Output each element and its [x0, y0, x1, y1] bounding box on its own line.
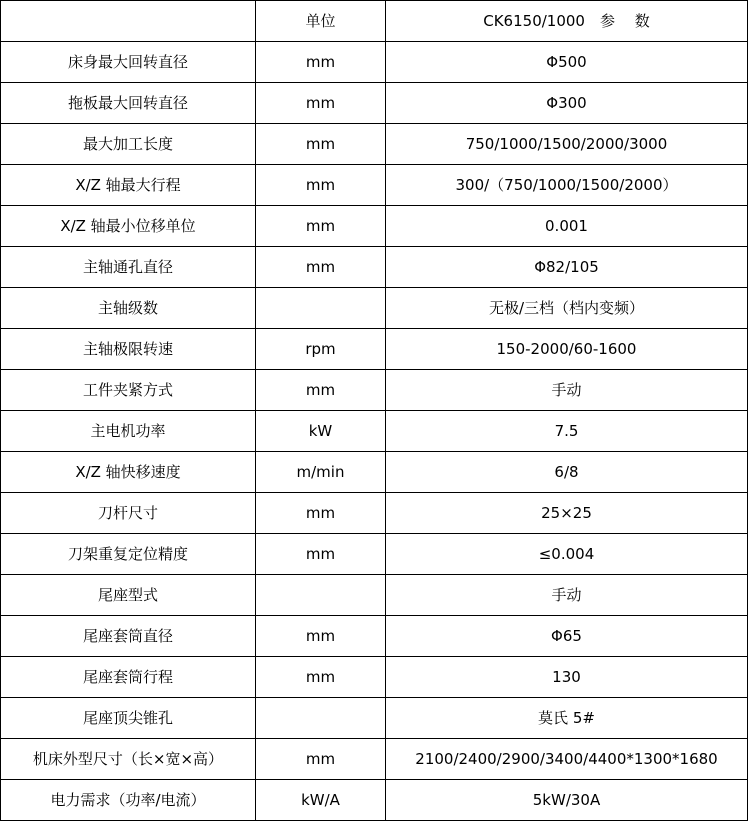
- param-name-cell: 工件夹紧方式: [1, 370, 256, 411]
- param-value-cell: 150-2000/60-1600: [386, 329, 748, 370]
- param-name-cell: 机床外型尺寸（长×宽×高）: [1, 739, 256, 780]
- param-name-cell: 尾座套筒行程: [1, 657, 256, 698]
- table-row: [1, 534, 748, 575]
- table-row: [1, 124, 748, 165]
- unit-cell: mm: [256, 247, 386, 288]
- param-name-cell: 床身最大回转直径: [1, 42, 256, 83]
- param-value-cell: 7.5: [386, 411, 748, 452]
- unit-cell: mm: [256, 42, 386, 83]
- unit-cell: mm: [256, 370, 386, 411]
- param-value-cell: Φ300: [386, 83, 748, 124]
- param-value-cell: 750/1000/1500/2000/3000: [386, 124, 748, 165]
- param-value-cell: 6/8: [386, 452, 748, 493]
- unit-cell: [256, 698, 386, 739]
- param-value-cell: Φ65: [386, 616, 748, 657]
- param-value-cell: 5kW/30A: [386, 780, 748, 821]
- param-name-cell: 尾座套筒直径: [1, 616, 256, 657]
- param-name-cell: 电力需求（功率/电流）: [1, 780, 256, 821]
- param-value-cell: 300/（750/1000/1500/2000）: [386, 165, 748, 206]
- unit-cell: mm: [256, 83, 386, 124]
- table-row: [1, 452, 748, 493]
- param-name-cell: 刀杆尺寸: [1, 493, 256, 534]
- param-value-cell: Φ82/105: [386, 247, 748, 288]
- table-row: [1, 165, 748, 206]
- table-row: [1, 247, 748, 288]
- table-row: [1, 329, 748, 370]
- table-row: [1, 739, 748, 780]
- param-value-cell: 130: [386, 657, 748, 698]
- table-row: [1, 575, 748, 616]
- param-value-cell: 2100/2400/2900/3400/4400*1300*1680: [386, 739, 748, 780]
- table-row: [1, 411, 748, 452]
- table-row: [1, 657, 748, 698]
- table-row: [1, 206, 748, 247]
- unit-cell: mm: [256, 616, 386, 657]
- unit-cell: kW/A: [256, 780, 386, 821]
- unit-cell: mm: [256, 493, 386, 534]
- param-name-cell: 最大加工长度: [1, 124, 256, 165]
- param-value-cell: ≤0.004: [386, 534, 748, 575]
- unit-cell: mm: [256, 739, 386, 780]
- unit-cell: [256, 288, 386, 329]
- unit-cell: mm: [256, 657, 386, 698]
- param-name-cell: X/Z 轴快移速度: [1, 452, 256, 493]
- param-name-cell: 主轴极限转速: [1, 329, 256, 370]
- unit-cell: mm: [256, 534, 386, 575]
- param-value-cell: 手动: [386, 575, 748, 616]
- unit-cell: mm: [256, 165, 386, 206]
- spec-table-body: [1, 1, 748, 821]
- param-name-cell: 刀架重复定位精度: [1, 534, 256, 575]
- table-row: [1, 370, 748, 411]
- param-name-cell: X/Z 轴最大行程: [1, 165, 256, 206]
- table-row: [1, 42, 748, 83]
- table-row: [1, 493, 748, 534]
- param-name-cell: 主电机功率: [1, 411, 256, 452]
- table-row: [1, 698, 748, 739]
- table-row: [1, 616, 748, 657]
- param-value-cell: 无极/三档（档内变频）: [386, 288, 748, 329]
- param-name-cell: 拖板最大回转直径: [1, 83, 256, 124]
- unit-cell: [256, 575, 386, 616]
- param-name-cell: 尾座型式: [1, 575, 256, 616]
- param-value-cell: 0.001: [386, 206, 748, 247]
- header-name-cell: [1, 1, 256, 42]
- table-row: [1, 288, 748, 329]
- table-row: [1, 780, 748, 821]
- param-value-cell: 25×25: [386, 493, 748, 534]
- header-unit-cell: 单位: [256, 1, 386, 42]
- unit-cell: mm: [256, 124, 386, 165]
- param-value-cell: Φ500: [386, 42, 748, 83]
- header-value-cell: CK6150/1000 参 数: [386, 1, 748, 42]
- param-value-cell: 莫氏 5#: [386, 698, 748, 739]
- table-row: [1, 83, 748, 124]
- unit-cell: mm: [256, 206, 386, 247]
- param-value-cell: 手动: [386, 370, 748, 411]
- unit-cell: m/min: [256, 452, 386, 493]
- header-row: [1, 1, 748, 42]
- param-name-cell: X/Z 轴最小位移单位: [1, 206, 256, 247]
- unit-cell: rpm: [256, 329, 386, 370]
- param-name-cell: 尾座顶尖锥孔: [1, 698, 256, 739]
- param-name-cell: 主轴级数: [1, 288, 256, 329]
- param-name-cell: 主轴通孔直径: [1, 247, 256, 288]
- unit-cell: kW: [256, 411, 386, 452]
